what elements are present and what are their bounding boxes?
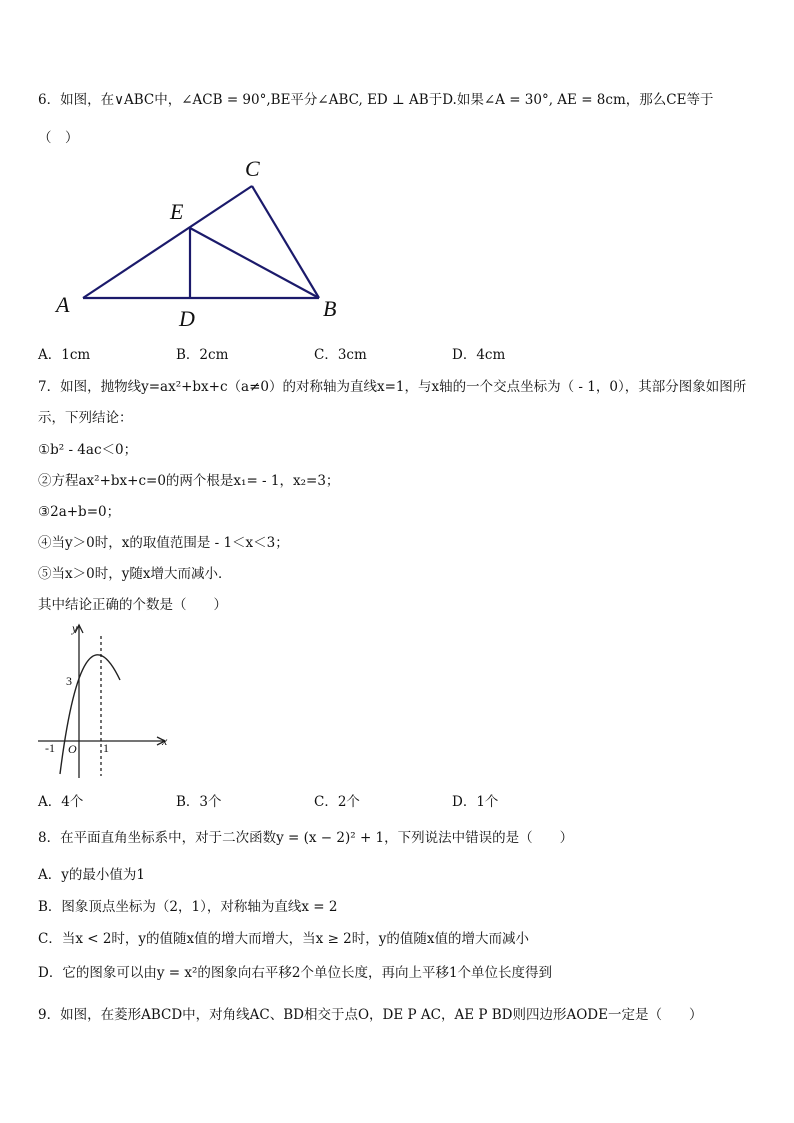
x-axis-label: x <box>162 734 168 748</box>
tick-3: 3 <box>66 674 72 688</box>
q7-stem-line2: 示，下列结论： <box>38 410 133 426</box>
q8-option-d[interactable]: D．它的图象可以由y = x²的图象向右平移2个单位长度，再向上平移1个单位长度得到 <box>38 965 553 981</box>
label-E: E <box>170 199 184 224</box>
q7-option-a[interactable]: A．4个 <box>38 794 84 810</box>
label-B: B <box>323 296 337 321</box>
origin-label: O <box>68 742 77 756</box>
label-C: C <box>245 156 260 181</box>
q8-option-b[interactable]: B．图象顶点坐标为（2，1），对称轴为直线x = 2 <box>38 899 338 915</box>
q7-option-b[interactable]: B．3个 <box>176 794 222 810</box>
q7-item-4: ④当y＞0时，x的取值范围是 - 1＜x＜3； <box>38 535 289 551</box>
q6-option-b[interactable]: B．2cm <box>176 347 229 363</box>
q7-item-1: ①b² - 4ac＜0； <box>38 442 138 458</box>
q6-paren: （ ） <box>38 130 79 146</box>
q6-option-c[interactable]: C．3cm <box>314 347 367 363</box>
q7-stem-line1: 7．如图，抛物线y=ax²+bx+c（a≠0）的对称轴为直线x=1，与x轴的一个交点坐标为（ - 1，0），其部分图象如图所 <box>38 379 747 395</box>
tick-neg1: -1 <box>45 741 55 755</box>
q9-stem: 9．如图，在菱形ABCD中，对角线AC、BD相交于点O，DE P AC，AE P BD则四边形AODE一定是（ ） <box>38 1007 703 1023</box>
tick-1: 1 <box>103 741 109 755</box>
label-A: A <box>56 292 70 317</box>
q7-item-3: ③2a+b=0； <box>38 504 121 520</box>
label-D: D <box>179 306 195 331</box>
q7-option-c[interactable]: C．2个 <box>314 794 360 810</box>
q8-option-c[interactable]: C．当x < 2时，y的值随x值的增大而增大，当x ≥ 2时，y的值随x值的增大而减小 <box>38 931 530 947</box>
y-axis-label: y <box>72 621 78 635</box>
q7-item-2: ②方程ax²+bx+c=0的两个根是x₁= - 1，x₂=3； <box>38 473 340 489</box>
q8-stem: 8．在平面直角坐标系中，对于二次函数y = (x − 2)² + 1，下列说法中错误的是（ ） <box>38 830 574 846</box>
q7-item-5: ⑤当x＞0时，y随x增大而减小． <box>38 566 232 582</box>
q6-option-a[interactable]: A．1cm <box>38 347 91 363</box>
q8-option-a[interactable]: A．y的最小值为1 <box>38 867 145 883</box>
q7-question: 其中结论正确的个数是（ ） <box>38 597 227 613</box>
q6-option-d[interactable]: D．4cm <box>452 347 506 363</box>
parabola-curve <box>60 655 120 774</box>
q6-stem: 6．如图，在∨ABC中，∠ACB = 90°,BE平分∠ABC, ED ⊥ AB于D.如果∠A = 30°, AE = 8cm，那么CE等于 <box>38 92 714 108</box>
q7-option-d[interactable]: D．1个 <box>452 794 499 810</box>
